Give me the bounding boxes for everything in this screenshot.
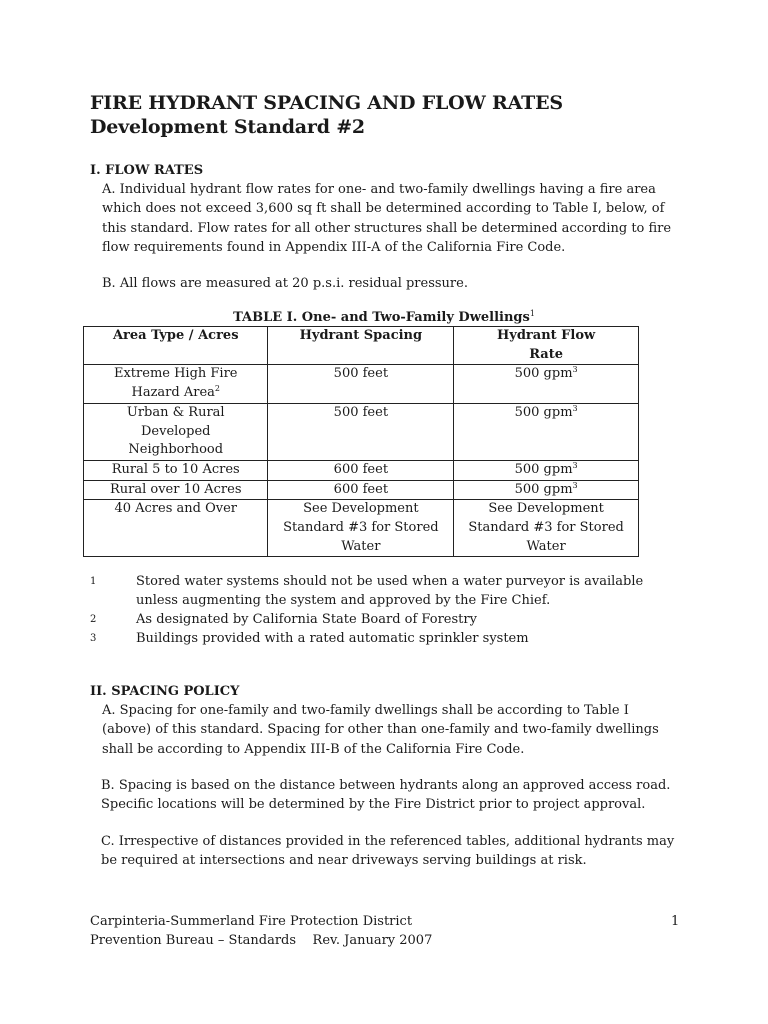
footer-organization: Carpinteria-Summerland Fire Protection District	[90, 914, 413, 929]
cell-line	[458, 461, 634, 480]
cell-line	[458, 365, 634, 384]
cell-hydrant-spacing	[268, 480, 454, 500]
cell-line: Rate	[529, 346, 564, 362]
table-row	[84, 365, 639, 403]
footnote-mark: 3	[90, 633, 97, 644]
paragraph-line: shall be according to Appendix III-B of the California Fire Code.	[102, 741, 525, 757]
paragraph-line: this standard. Flow rates for all other structures shall be determined according to fire	[102, 220, 672, 236]
paragraph-line: A. Spacing for one-family and two-family dwellings shall be according to Table I	[102, 703, 629, 718]
table-header-row	[84, 327, 639, 365]
cell-line: Urban & Rural	[126, 404, 225, 420]
document-title: FIRE HYDRANT SPACING AND FLOW RATES	[90, 92, 563, 114]
cell-line: Rural 5 to 10 Acres	[111, 461, 240, 477]
paragraph-line: flow requirements found in Appendix III-A of the California Fire Code.	[102, 239, 566, 255]
section-heading-spacing-policy: II. SPACING POLICY	[90, 684, 240, 699]
document-subtitle: Development Standard #2	[90, 116, 365, 138]
table-caption	[0, 309, 768, 325]
flow-rates-paragraph-a	[102, 180, 671, 257]
cell-line: Standard #3 for Stored	[468, 520, 624, 536]
footnote-line: As designated by California State Board of Forestry	[136, 612, 477, 627]
cell-text: 500 gpm	[514, 404, 573, 420]
cell-line	[458, 404, 634, 423]
cell-line: 500 feet	[333, 404, 389, 420]
paragraph-line: Specific locations will be determined by the Fire District prior to project approval.	[101, 797, 646, 813]
cell-flow-rate	[454, 460, 639, 480]
footnote-ref: 3	[572, 365, 578, 375]
section-heading-flow-rates: I. FLOW RATES	[90, 163, 204, 178]
cell-text: 500 gpm	[514, 481, 573, 497]
cell-line: 600 feet	[333, 481, 389, 497]
cell-area-type	[84, 365, 268, 403]
paragraph-line: which does not exceed 3,600 sq ft shall be determined according to Table I, below, of	[102, 201, 665, 217]
cell-line: See Development	[488, 501, 604, 517]
cell-line: Rural over 10 Acres	[109, 481, 242, 497]
cell-line: 500 feet	[333, 366, 389, 382]
paragraph-line: A. Individual hydrant flow rates for one- and two-family dwellings having a fire area	[102, 182, 656, 197]
page-number: 1	[671, 914, 680, 929]
footer-bureau-revision: Prevention Bureau – Standards Rev. January 2007	[90, 933, 433, 948]
flow-rates-paragraph-b	[102, 274, 468, 293]
cell-flow-rate	[454, 500, 639, 557]
cell-flow-rate	[454, 480, 639, 500]
footnote-line: unless augmenting the system and approved by the Fire Chief.	[136, 593, 551, 609]
footnote-line: Stored water systems should not be used when a water purveyor is available	[136, 574, 644, 589]
cell-text: Hazard Area	[131, 385, 215, 401]
cell-text: 500 gpm	[514, 461, 573, 477]
cell-hydrant-spacing	[268, 403, 454, 460]
spacing-paragraph-c	[101, 832, 674, 871]
cell-line: Developed	[141, 423, 211, 439]
table-row	[84, 403, 639, 460]
header-hydrant-spacing	[268, 327, 454, 365]
cell-line: Water	[526, 538, 566, 554]
cell-line: Area Type / Acres	[112, 328, 239, 343]
footnote-mark: 1	[90, 576, 97, 587]
footnote-ref: 3	[572, 460, 578, 470]
cell-text: 500 gpm	[514, 366, 573, 382]
cell-area-type	[84, 460, 268, 480]
footnote-ref: 3	[572, 480, 578, 490]
cell-line: Extreme High Fire	[113, 366, 238, 382]
cell-hydrant-spacing	[268, 460, 454, 480]
spacing-paragraph-b	[101, 776, 670, 815]
table-row	[84, 460, 639, 480]
paragraph-line: B. All flows are measured at 20 p.s.i. residual pressure.	[102, 276, 468, 291]
cell-area-type	[84, 403, 268, 460]
header-area-type	[84, 327, 268, 365]
table-row	[84, 480, 639, 500]
footnote-ref: 1	[529, 309, 535, 318]
footnote-ref: 2	[214, 384, 220, 394]
cell-hydrant-spacing	[268, 365, 454, 403]
cell-line: Hydrant Spacing	[299, 328, 423, 343]
cell-line: Hydrant Flow	[497, 328, 596, 343]
footnote-text	[136, 610, 477, 629]
footnote-text	[136, 572, 643, 611]
cell-line	[88, 384, 263, 403]
cell-flow-rate	[454, 403, 639, 460]
cell-line: 600 feet	[333, 461, 389, 477]
footnote-ref: 3	[572, 403, 578, 413]
cell-area-type	[84, 480, 268, 500]
cell-line: Standard #3 for Stored	[283, 520, 439, 536]
cell-hydrant-spacing	[268, 500, 454, 557]
paragraph-line: C. Irrespective of distances provided in the referenced tables, additional hydrants may	[101, 834, 675, 849]
paragraph-line: be required at intersections and near driveways serving buildings at risk.	[101, 853, 587, 869]
footnote-text	[136, 629, 529, 648]
cell-line: See Development	[303, 501, 419, 517]
spacing-paragraph-a	[102, 701, 659, 759]
cell-line: Water	[341, 538, 381, 554]
paragraph-line: (above) of this standard. Spacing for other than one-family and two-family dwellings	[102, 722, 659, 738]
footnote-mark: 2	[90, 614, 97, 625]
table-caption-text: TABLE I. One- and Two-Family Dwellings	[233, 310, 530, 325]
cell-line: 40 Acres and Over	[114, 501, 238, 517]
footnote-line: Buildings provided with a rated automatic sprinkler system	[136, 631, 529, 646]
hydrant-table	[83, 326, 639, 557]
cell-line	[458, 481, 634, 500]
header-hydrant-flow-rate	[454, 327, 639, 365]
table-row	[84, 500, 639, 557]
cell-line: Neighborhood	[128, 442, 224, 458]
paragraph-line: B. Spacing is based on the distance between hydrants along an approved access road.	[101, 778, 671, 793]
cell-flow-rate	[454, 365, 639, 403]
cell-area-type	[84, 500, 268, 557]
